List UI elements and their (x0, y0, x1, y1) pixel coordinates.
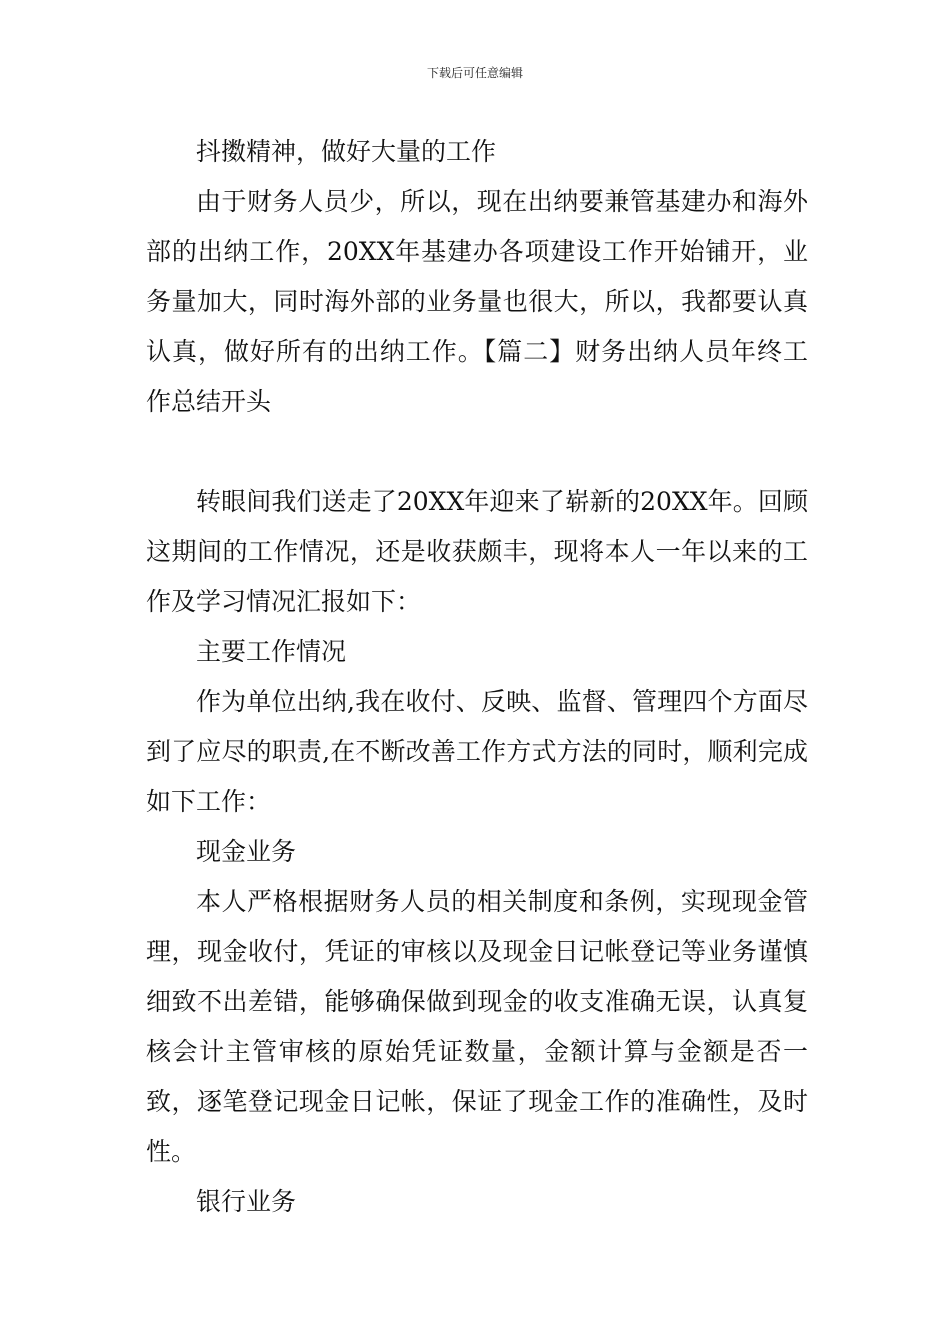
paragraph-review: 转眼间我们送走了20XX年迎来了崭新的20XX年。回顾这期间的工作情况，还是收获颇丰，现将本人一年以来的工作及学习情况汇报如下： (146, 487, 808, 616)
header-note: 下载后可任意编辑 (426, 66, 523, 80)
paragraph-heading-spirit: 抖擞精神，做好大量的工作 (196, 137, 497, 166)
paragraph-cash-management: 本人严格根据财务人员的相关制度和条例，实现现金管理，现金收付，凭证的审核以及现金日记帐登记等业务谨慎细致不出差错，能够确保做到现金的收支准确无误，认真复核会计主管审核的原始凭证数量，金额计算与金额是否一致，逐笔登记现金日记帐，保证了现金工作的准确性，及时性。 (146, 887, 808, 1166)
paragraph-cashier-duties: 作为单位出纳,我在收付、反映、监督、管理四个方面尽到了应尽的职责,在不断改善工作方式方法的同时，顺利完成如下工作： (146, 687, 808, 816)
document-body (146, 127, 808, 1227)
section-heading-bank-business: 银行业务 (196, 1187, 297, 1216)
paragraph-workload: 由于财务人员少，所以，现在出纳要兼管基建办和海外部的出纳工作，20XX年基建办各项建设工作开始铺开，业务量加大，同时海外部的业务量也很大，所以，我都要认真认真，做好所有的出纳工作。【篇二】财务出纳人员年终工作总结开头 (146, 187, 808, 416)
section-heading-cash-business: 现金业务 (196, 837, 297, 866)
section-heading-main-work: 主要工作情况 (196, 637, 347, 666)
